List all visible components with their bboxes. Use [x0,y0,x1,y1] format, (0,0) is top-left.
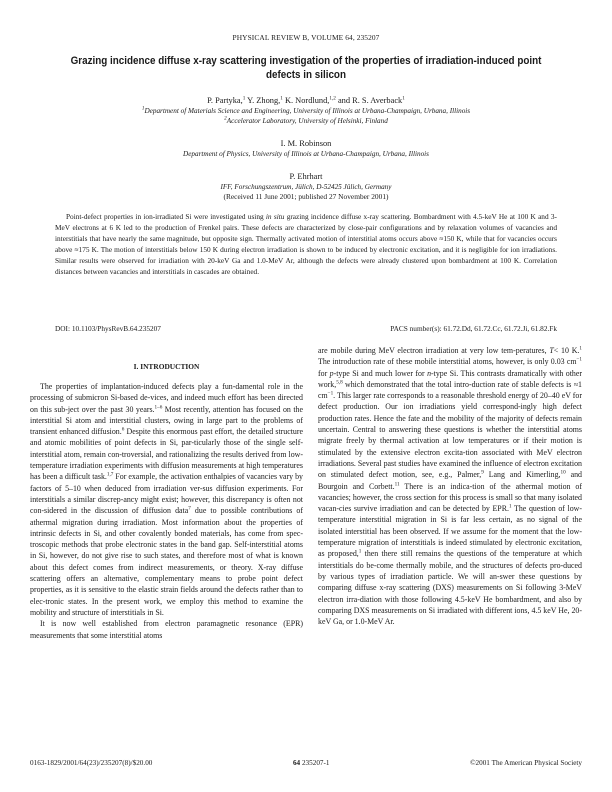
body-text: for [318,368,330,378]
affiliation-physics: Department of Physics, University of Illinois at Urbana-Champaign, Urbana, Illinois [183,150,429,158]
italic-text: p [329,368,334,378]
received-published-dates: (Received 11 June 2001; published 27 November 2001) [223,192,389,201]
author-name: and R. S. Averback [335,96,403,105]
body-text: Most recently, attention has focused on the interstitial Si atom and interstitial clusters, owing in large part to the problems of transient enhanced diffusion. [30,404,303,437]
running-head: PHYSICAL REVIEW B, VOLUME 64, 235207 [232,33,380,42]
citation[interactable]: 9 [481,469,484,476]
author-list-1 [0,95,612,106]
body-text: The introduction rate of these mobile interstitial atoms, however, is only 0.03 cm [318,357,577,367]
citation[interactable]: 1 [508,503,512,510]
citation[interactable]: 1–6 [154,404,163,411]
doi-pacs-line [55,324,557,333]
author-name: K. Nordlund, [282,96,330,105]
citation[interactable]: 6 [121,426,125,433]
body-text: 235207-1 [300,759,330,767]
body-text: The question of low-temperature interstitial migration in Si is far less certain, as no signal of the isolated interstitial has been observed. If we assume for the moment that the low-temperature migration of interstitials is indeed stimulated by electronic excitation, as proposed, [318,504,582,559]
body-text: For example, the activation enthalpies of vacancies vary by factors of 5–10 when deduced from irradiation ver-sus diffusion experiments. For interstitials a similar discrep-ancy might exist; however, this discrepancy is often not con-sidered in the discussion of diffusion data [30,472,303,516]
body-text: then there still remains the questions of the temperature at which interstitials do be-come thermally mobile, and the structures of defects pro-duced by various types of irradiation particle. We will an-swer these questions by comparing diffuse x-ray scattering (DXS) measurements on Si following 3-MeV electron irra-diation with those following 4.5-keV He bombardment, and also by comparing DXS measurements on Si irradiated with different ions, 4.5 keV He, 20-keV Ga, or 1.0-MeV Ar. [318,549,582,627]
affiliation-julich: IFF, Forschungszentrum, Jülich, D-52425 Jülich, Germany [220,183,392,191]
pacs-numbers: PACS number(s): 61.72.Dd, 61.72.Cc, 61.72.Ji, 61.82.Fk [390,324,557,333]
citation[interactable]: 1,7 [106,471,114,478]
author-name-robinson: I. M. Robinson [280,139,332,148]
citation[interactable]: 11 [394,481,400,488]
citation[interactable]: 1 [358,548,362,555]
body-column-right [318,345,582,627]
abstract-text: Point-defect properties in ion-irradiated Si were investigated using [66,212,266,221]
affil-marker: 2 [224,115,227,122]
paragraph [30,381,303,618]
body-text: -type Si. This contrasts dramatically with other work, [318,368,582,389]
author-name: P. Partyka, [207,96,243,105]
footer-page-number [293,759,330,767]
abstract [55,211,557,278]
author-affil-marker: 1 [280,95,283,102]
page-footer [30,759,582,767]
body-text: are mobile during MeV electron irradiation at very low tem-peratures, [318,346,550,355]
affiliation-2 [0,116,612,126]
body-column-left [30,381,303,641]
affil-marker: 1 [141,105,145,112]
doi[interactable]: DOI: 10.1103/PhysRevB.64.235207 [55,324,161,333]
citation[interactable]: 1 [579,345,582,352]
paragraph [318,345,582,627]
body-text: which demonstrated that the total intro-duction rate of stable defects is ≈1 cm [318,379,582,401]
author-affil-marker: 1,2 [329,95,336,102]
footer-copyright: ©2001 The American Physical Society [470,759,582,767]
body-text: Lang and Kimerling, [483,470,561,480]
author-name-ehrhart: P. Ehrhart [289,172,323,181]
body-text: Despite this enormous past effort, the detailed structure and atomic mobilities of point defects in Si, par-ticularly those of the single self-interstitial atom, remain con-troversial, and rationalizing the results derived from low-temperature irradiation experiments with diffusion measurements at high temperatures has been a difficult task. [30,427,303,482]
italic-text: T [549,346,554,355]
author-name: Y. Zhong, [245,96,281,105]
superscript: −1 [327,390,334,397]
section-heading: I. INTRODUCTION [133,362,200,371]
superscript: −1 [576,356,582,363]
affiliation-1 [0,106,612,116]
italic-text: n [427,368,432,378]
citation[interactable]: 10 [560,469,566,476]
author-affil-marker: 1 [242,95,246,102]
author-affil-marker: 1 [402,95,405,102]
footer-issn-code: 0163-1829/2001/64(23)/235207(8)/$20.00 [30,759,153,767]
body-text: < 10 K. [553,346,580,355]
affil-text: Department of Materials Science and Engineering, University of Illinois at Urbana-Champaign, Urbana, Illinois [144,107,471,115]
paragraph: It is now well established from electron paramagnetic resonance (EPR) measurements that some interstitial atoms [30,619,303,640]
citation[interactable]: 7 [188,505,191,512]
body-text: . This larger rate corresponds to a reasonable threshold energy of 20–40 eV for defect production. Our ion irradiations yield correspond-ingly high defect production rates. Hence the fate and the mobility of the majority of defects remain uncertain. Central to answering these questions is whether the interstitial atoms migrate freely by thermal activation at low temperatures or if their motion is stimulated by the extensive electron excita-tion associated with MeV electron irradiations. Several past studies have examined the influence of electron excitation on stimulated defect motion, see, e.g., Palmer, [318,391,582,480]
body-text: -type Si and much lower for [333,368,428,378]
body-text: 64 [292,759,301,767]
abstract-italic: in situ [265,212,285,221]
citation[interactable]: 5,8 [336,379,343,386]
author-block [0,95,612,202]
paper-title: Grazing incidence diffuse x-ray scattering investigation of the properties of irradiation-induced point defects in silicon [70,55,542,81]
body-text: There is an indica-tion of the athermal motion of vacancies; however, the cross section for this process is small so that many isolated vacan-cies survive irradiation and can be detected by EPR. [318,481,582,514]
abstract-text: grazing incidence diffuse x-ray scattering. Bombardment with 4.5-keV He at 100 K and 3-MeV electrons at 6 K led to the production of Frenkel pairs. These defects are characterized by close-pair configurations and by relaxation volumes of vacancies and interstitials that have nearly the same magnitude, but opposite sign. Thermally activated motion of interstitial atoms occurs above ≈150 K, while that for vacancies occurs above ≈175 K. The motion of interstitials below 150 K during electron irradiation is shown to be induced by electronic excitation, and it is negligible for ion irradiations. Similar results were observed for irradiation with 20-keV Ga and 1.0-MeV Ar, although the defects were already clustered upon bombardment at 100 K. Correlation distances between vacancies and interstitials in cascades are obtained. [55,212,557,277]
body-text: and Bourgoin and Corbett. [318,470,582,491]
body-text: The properties of implantation-induced defects play a fun-damental role in the processing of submicron Si-based de-vices, and indeed much effort has been directed on this sub-ject over the past 30 years. [30,382,303,414]
affil-text: Accelerator Laboratory, University of Helsinki, Finland [226,117,388,125]
body-text: due to possible contributions of athermal migration during irradiation. Most information about the properties of intrinsic defects in Si, and other covalently bonded materials, has come from spec-troscopic methods that probe electronic states in the band gap. Self-interstitial atoms in Si, however, do not give rise to such states, and therefore most of what is known about this defect comes from indirect measurements, or theory. X-ray diffuse scattering offers an alternative, complementary means to probe point defect properties, as it is sensitive to the elastic strain fields around the defects rather than to elec-tronic states. In the present work, we employ this method to examine the mobility and structure of interstitials in Si. [30,506,303,617]
